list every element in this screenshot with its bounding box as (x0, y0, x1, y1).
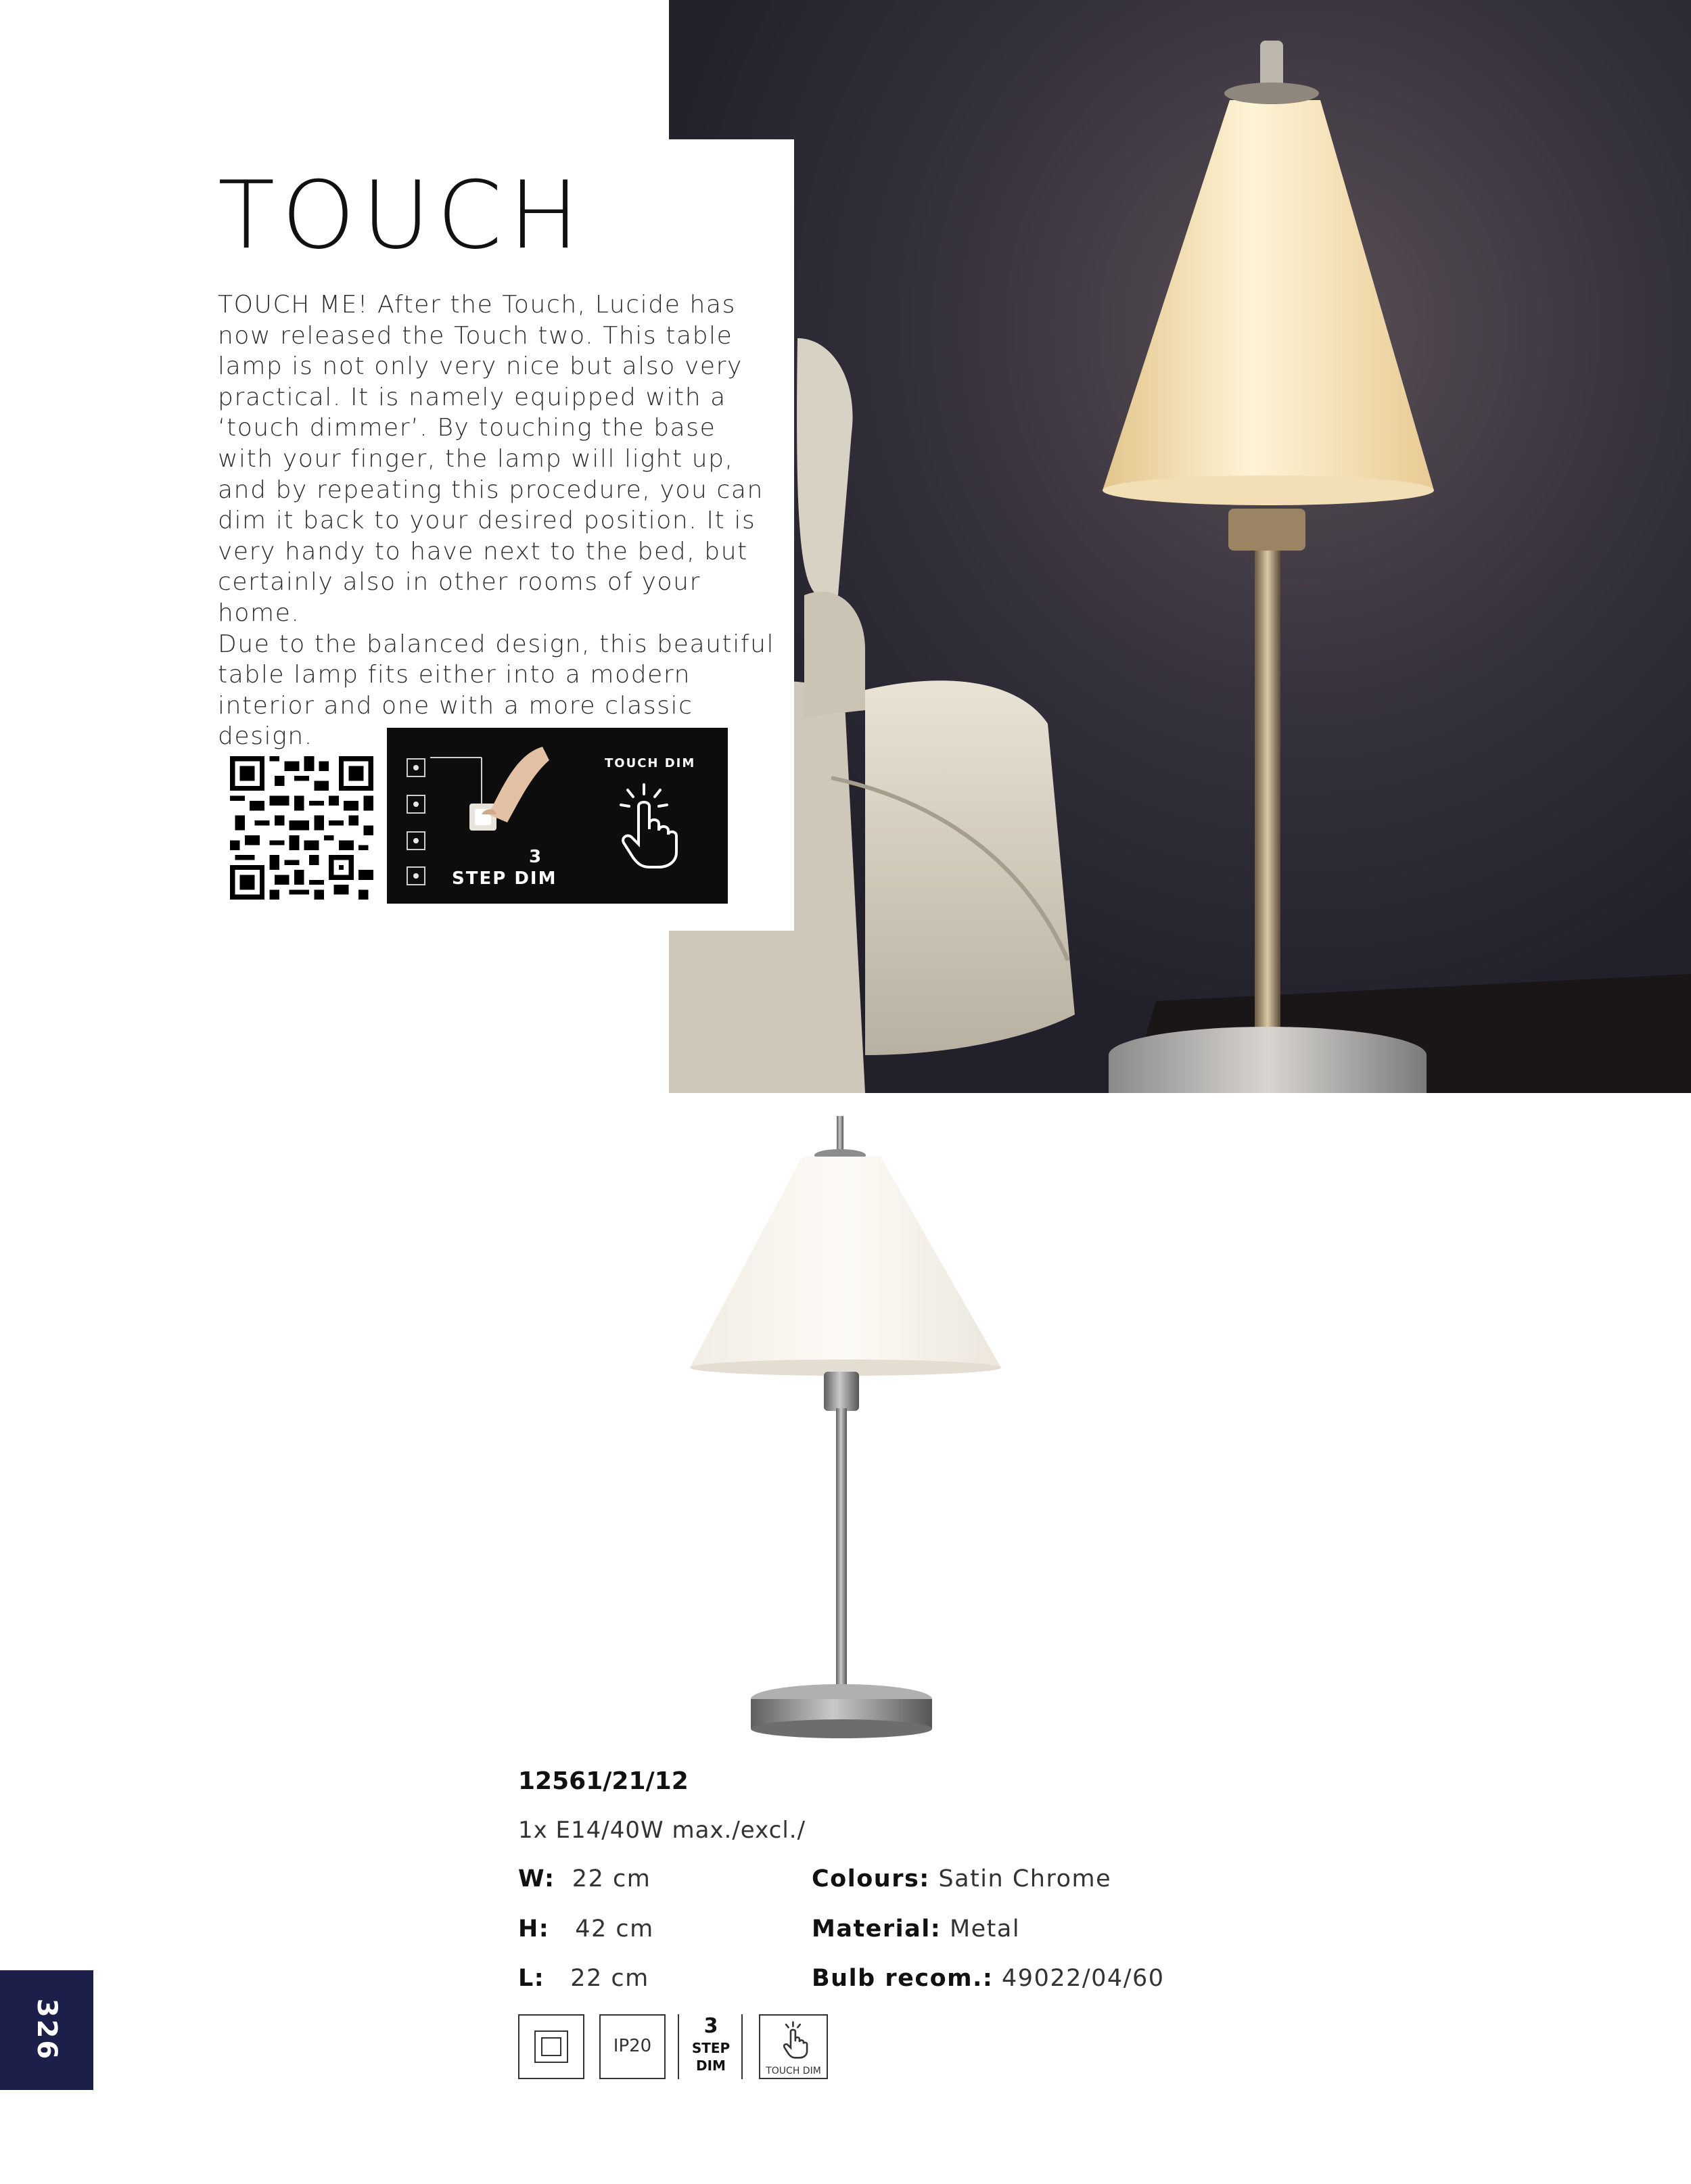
spec-bulb-recom (812, 1965, 1165, 1992)
badge-touch-dim-label: TOUCH DIM (766, 2066, 821, 2076)
spec-length (518, 1965, 649, 1992)
badge-step-number: 3 (703, 2014, 718, 2038)
spec-length-label: L: (518, 1965, 545, 1992)
spec-length-value: 22 cm (570, 1965, 649, 1992)
spec-bulb-recom-label: Bulb recom.: (812, 1965, 994, 1992)
spec-material-label: Material: (812, 1915, 942, 1943)
product-code: 12561/21/12 (518, 1767, 689, 1795)
description-line: practical. It is namely equipped with a (218, 383, 726, 411)
step-number: 3 (529, 847, 542, 867)
spec-colours-value: Satin Chrome (938, 1865, 1112, 1892)
spec-width (518, 1865, 651, 1892)
spec-height (518, 1915, 654, 1943)
description-line: and by repeating this procedure, you can (218, 475, 764, 504)
description-line: lamp is not only very nice but also very (218, 352, 743, 381)
page-number: 326 (31, 1998, 62, 2062)
class-ii-insulation-icon (518, 2014, 584, 2079)
spec-height-label: H: (518, 1915, 550, 1943)
spec-material-value: Metal (949, 1915, 1021, 1943)
hero-photo (669, 0, 1691, 1093)
description-line: table lamp fits either into a modern (218, 661, 691, 689)
description-line: certainly also in other rooms of your home. (218, 568, 701, 627)
step-dim-badge (678, 2014, 744, 2079)
description-line: very handy to have next to the bed, but (218, 537, 748, 565)
hand-pointer-icon (614, 782, 682, 870)
spec-width-value: 22 cm (572, 1865, 651, 1892)
description (218, 289, 779, 752)
description-line: dim it back to your desired position. It is (218, 507, 756, 535)
description-line: interior and one with a more classic design. (218, 691, 693, 751)
badge-dim-label: DIM (696, 2058, 726, 2074)
touch-dim-badge (759, 2014, 828, 2079)
touch-dim-label: TOUCH DIM (605, 756, 696, 770)
description-line: TOUCH ME! After the Touch, Lucide has (218, 291, 736, 319)
hand-pointer-icon (779, 2021, 810, 2059)
description-line: Due to the balanced design, this beautiful (218, 630, 775, 658)
spec-material (812, 1915, 1020, 1943)
description-line: now released the Touch two. This table (218, 321, 733, 350)
step-dim-label: STEP DIM (452, 868, 557, 889)
product-image (676, 1116, 1015, 1759)
page-number-tab (0, 1970, 93, 2090)
spec-width-label: W: (518, 1865, 555, 1892)
qr-code[interactable] (230, 756, 373, 900)
description-line: with your finger, the lamp will light up, (218, 444, 734, 473)
spec-colours (812, 1865, 1111, 1892)
badge-step-label: STEP (691, 2040, 731, 2056)
ip20-badge (599, 2014, 666, 2079)
spec-colours-label: Colours: (812, 1865, 930, 1892)
description-line: ‘touch dimmer’. By touching the base (218, 414, 716, 442)
spec-bulb-recom-value: 49022/04/60 (1002, 1965, 1165, 1992)
bulb-spec: 1x E14/40W max./excl./ (518, 1817, 806, 1844)
spec-height-value: 42 cm (575, 1915, 654, 1943)
page-title: TOUCH (218, 161, 586, 270)
ip-rating: IP20 (613, 2036, 652, 2056)
touch-dim-graphic (387, 728, 728, 904)
